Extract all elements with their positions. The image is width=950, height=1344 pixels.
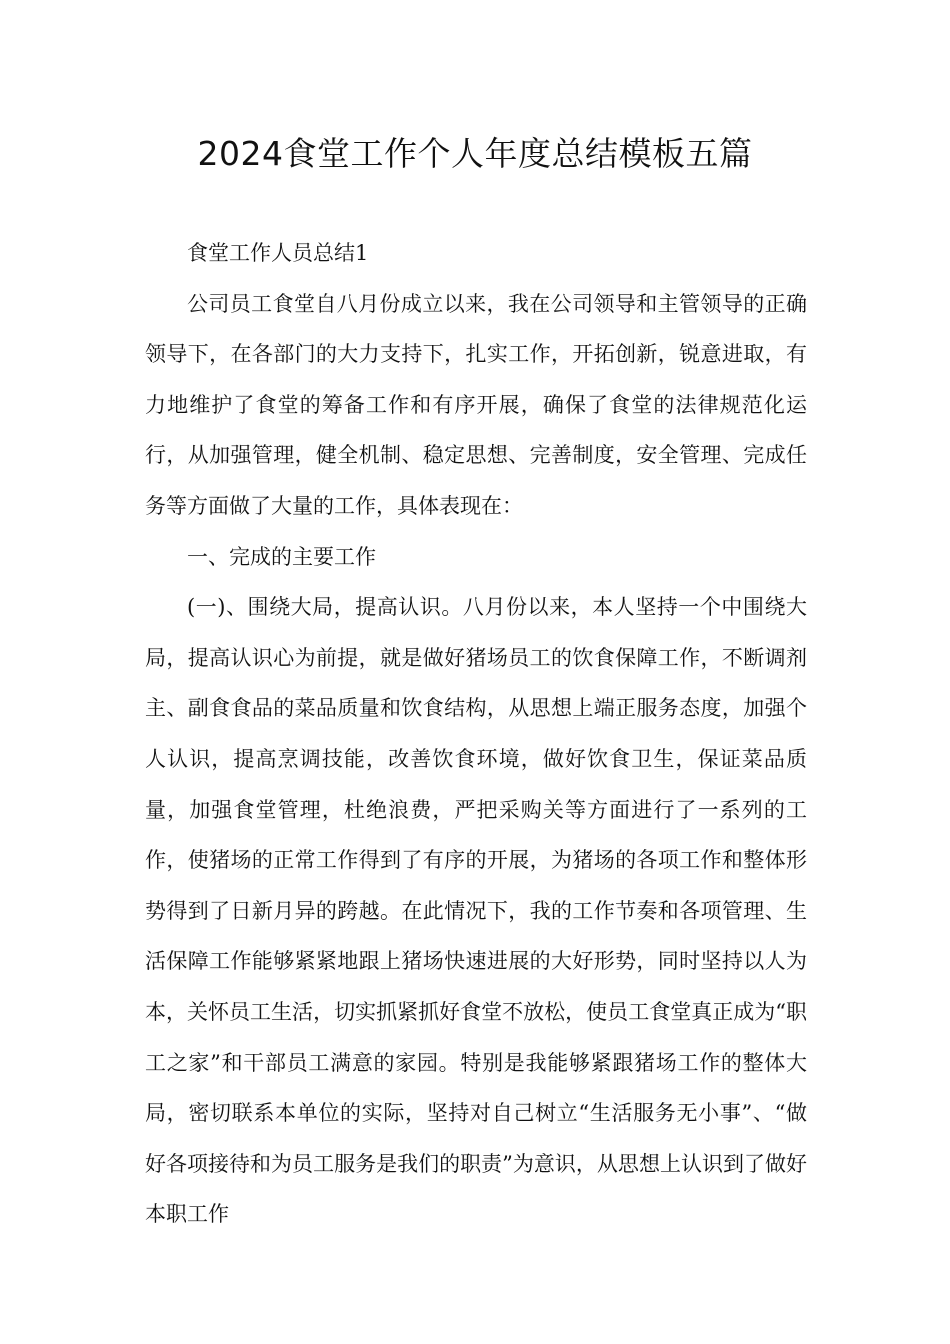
body-paragraph: 公司员工食堂自八月份成立以来，我在公司领导和主管领导的正确领导下，在各部门的大力支持下，扎实工作，开拓创新，锐意进取，有力地维护了食堂的筹备工作和有序开展，确保了食堂的法律规范化运行，从加强管理，健全机制、稳定思想、完善制度，安全管理、完成任务等方面做了大量的工作，具体表现在： (145, 291, 807, 518)
subsection-heading: 一、完成的主要工作 (187, 544, 376, 569)
section-heading: 食堂工作人员总结1 (187, 241, 369, 265)
document-body (145, 228, 807, 1240)
body-paragraph: (一)、围绕大局，提高认识。八月份以来，本人坚持一个中围绕大局，提高认识心为前提，就是做好猪场员工的饮食保障工作，不断调剂主、副食食品的菜品质量和饮食结构，从思想上端正服务态度，加强个人认识，提高烹调技能，改善饮食环境，做好饮食卫生，保证菜品质量，加强食堂管理，杜绝浪费，严把采购关等方面进行了一系列的工作，使猪场的正常工作得到了有序的开展，为猪场的各项工作和整体形势得到了日新月异的跨越。在此情况下，我的工作节奏和各项管理、生活保障工作能够紧紧地跟上猪场快速进展的大好形势，同时坚持以人为本，关怀员工生活，切实抓紧抓好食堂不放松，使员工食堂真正成为“职工之家”和干部员工满意的家园。特别是我能够紧跟猪场工作的整体大局，密切联系本单位的实际，坚持对自己树立“生活服务无小事”、“做好各项接待和为员工服务是我们的职责”为意识，从思想上认识到了做好本职工作 (145, 595, 807, 1227)
document-title: 2024食堂工作个人年度总结模板五篇 (197, 134, 753, 173)
